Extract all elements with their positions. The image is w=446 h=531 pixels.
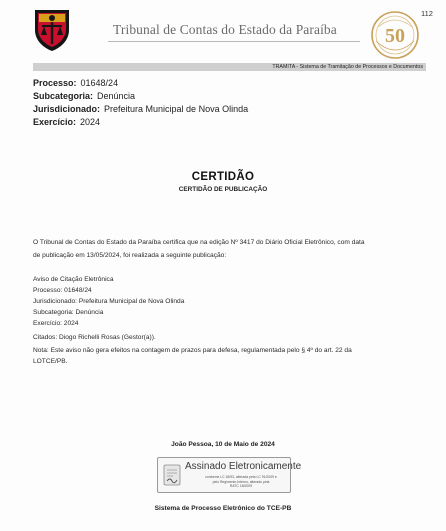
organization-name: Tribunal de Contas do Estado da Paraíba (113, 22, 337, 37)
tce-logo-icon (33, 8, 71, 52)
signature-date: João Pessoa, 10 de Maio de 2024 (171, 441, 275, 448)
subcategoria-value: Denúncia (97, 91, 136, 101)
stamp-line-1: conforme LC 18/93, alterada pela LC 91/2009 e (205, 475, 277, 479)
stamp-line-2: pelo Regimento Interno, alterado pela (212, 479, 270, 484)
exercicio-row (33, 117, 100, 128)
exercicio-value: 2024 (80, 117, 101, 127)
processo-label: Processo: (33, 78, 77, 88)
certidao-paragraph-line-2: de publicação em 13/05/2024, foi realizada a seguinte publicação: (33, 252, 227, 259)
publication-note-line-2: LOTCE/PB. (33, 358, 68, 365)
publication-line-2: Processo: 01648/24 (33, 287, 92, 294)
page-number: 112 (421, 9, 433, 18)
processo-value: 01648/24 (80, 78, 119, 88)
exercicio-label: Exercício: (33, 117, 77, 127)
certidao-subtitle: CERTIDÃO DE PUBLICAÇÃO (178, 186, 268, 193)
publication-line-5: Exercício: 2024 (33, 320, 79, 327)
stamp-line-3: RATC 18/2009 (229, 484, 253, 488)
stamp-title: Assinado Eletronicamente (185, 461, 302, 472)
jurisdicionado-value: Prefeitura Municipal de Nova Olinda (104, 104, 249, 114)
certidao-title: CERTIDÃO (191, 171, 255, 183)
publication-line-4: Subcategoria: Denúncia (33, 309, 104, 316)
header-divider (108, 41, 360, 42)
seal-number: 50 (385, 25, 405, 47)
electronic-signature-stamp (157, 457, 302, 493)
publication-line-6: Citados: Diogo Richelli Rosas (Gestor(a)). (33, 334, 156, 341)
footer-system-name: Sistema de Processo Eletrônico do TCE-PB (154, 505, 292, 512)
anniversary-seal-icon (364, 9, 426, 61)
tramita-label: TRAMITA - Sistema de Tramitação de Processos e Documentos (272, 64, 423, 70)
processo-row (33, 78, 118, 89)
subcategoria-label: Subcategoria: (33, 91, 94, 101)
subcategoria-row (33, 91, 135, 102)
signature-pen-icon (163, 464, 181, 486)
certidao-paragraph-line-1: O Tribunal de Contas do Estado da Paraíba certifica que na edição Nº 3417 do Diário Oficial Eletrônico, com data (33, 239, 365, 246)
tramita-bar (33, 63, 426, 71)
jurisdicionado-row (33, 104, 248, 115)
publication-line-3: Jurisdicionado: Prefeitura Municipal de Nova Olinda (33, 298, 185, 305)
jurisdicionado-label: Jurisdicionado: (33, 104, 101, 114)
publication-note-line-1: Nota: Este aviso não gera efeitos na contagem de prazos para defesa, regulamentada pelo § 4º do art. 22 da (33, 347, 352, 354)
publication-line-1: Aviso de Citação Eletrônica (33, 276, 114, 283)
